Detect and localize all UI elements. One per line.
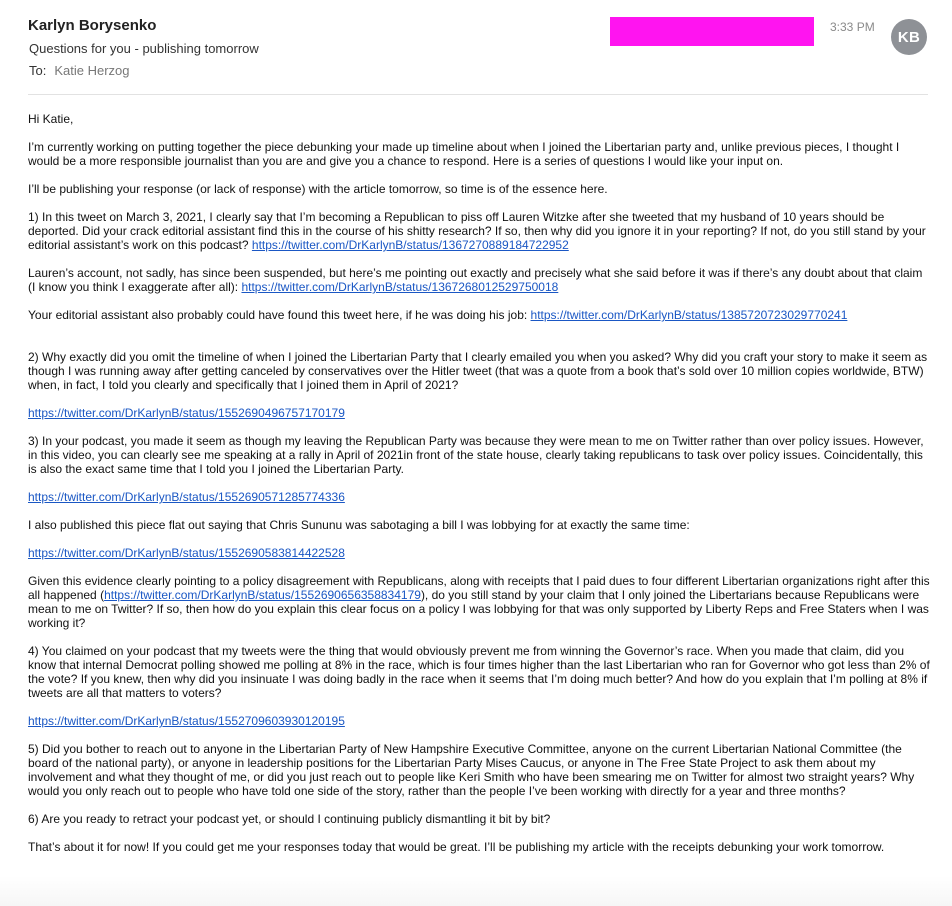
recipient-row: [29, 63, 130, 78]
paragraph-lauren-link[interactable]: https://twitter.com/DrKarlynB/status/1367268012529750018: [241, 280, 559, 294]
question-3: 3) In your podcast, you made it seem as though my leaving the Republican Party was because they were mean to me on Twitter rather than over policy issues. However, in this video, you can clearly see me speaking at a rally in April of 2021in front of the state house, clearly taking republicans to task over policy issues. Coincidentally, this is also the exact same time that I told you I joined the Libertarian Party.: [28, 434, 924, 476]
paragraph-sununu: I also published this piece flat out saying that Chris Sununu was sabotaging a bill I was lobbying for at exactly the same time:: [28, 518, 690, 532]
paragraph-editorial-text: Your editorial assistant also probably could have found this tweet here, if he was doing his job:: [28, 308, 531, 322]
paragraph-deadline: I’ll be publishing your response (or lack of response) with the article tomorrow, so time is of the essence here.: [28, 182, 608, 196]
question-5: 5) Did you bother to reach out to anyone in the Libertarian Party of New Hampshire Executive Committee, anyone on the current Libertarian National Committee (the board of the national party), or anyone in leadership positions for the Libertarian Party Mises Caucus, or anyone in The Free State Project to ask them about my involvement and what they thought of me, or did you just reach out to people like Keri Smith who have been smearing me on Twitter for almost two straight years? Why would you only reach out to people who have told one side of the story, rather than the people I’ve been working with directly for a year and three months?: [28, 742, 915, 798]
paragraph-lauren-text: Lauren’s account, not sadly, has since been suspended, but here’s me pointing out exactly and precisely what she said before it was if there’s any doubt about that claim (I know you think I exaggerate after all):: [28, 266, 923, 294]
paragraph-intro: I’m currently working on putting together the piece debunking your made up timeline about when I joined the Libertarian party and, unlike previous pieces, I thought I would be a more responsible journalist than you are and give you a chance to respond. Here is a series of questions I would like your input on.: [28, 140, 900, 168]
question-6: 6) Are you ready to retract your podcast yet, or should I continuing publicly dismantling it bit by bit?: [28, 812, 551, 826]
paragraph-evidence-text-b: ), do you still stand by your claim that I only joined the Libertarians because Republicans were mean to me on Twitter? If so, then how do you explain this clear focus on a policy I was lobbying for that was only supported by Liberty Reps and Free Staters when I was working it?: [28, 588, 929, 630]
question-4-link[interactable]: https://twitter.com/DrKarlynB/status/1552709603930120195: [28, 714, 345, 728]
recipient-name[interactable]: Katie Herzog: [54, 63, 130, 78]
question-1: [28, 210, 931, 252]
bottom-fade: [0, 876, 952, 906]
question-1-text: 1) In this tweet on March 3, 2021, I clearly say that I’m becoming a Republican to piss off Lauren Witzke after she tweeted that my husband of 10 years should be deported. Did your crack editorial assistant find this in the course of his shitty research? If so, then why did you ignore it in your reporting? If not, do you still stand by your editorial assistant’s work on this podcast?: [28, 210, 926, 252]
question-2-link[interactable]: https://twitter.com/DrKarlynB/status/1552690496757170179: [28, 406, 345, 420]
paragraph-evidence: [28, 574, 931, 630]
email-header: [0, 0, 952, 100]
timestamp: 3:33 PM: [830, 20, 875, 34]
paragraph-editorial: [28, 308, 931, 322]
avatar[interactable]: [891, 19, 927, 55]
paragraph-lauren: [28, 266, 931, 294]
question-2: 2) Why exactly did you omit the timeline of when I joined the Libertarian Party that I clearly emailed you when you asked? Why did you craft your story to make it seem as though I was running away after getting canceled by conservatives over the Hitler tweet (that was a quote from a book that’s sold over 10 million copies worldwide, BTW) when, in fact, I told you clearly and specifically that I joined them in April of 2021?: [28, 350, 928, 392]
paragraph-evidence-text-a: Given this evidence clearly pointing to a policy disagreement with Republicans, along with receipts that I paid dues to four different Libertarian organizations right after this all happened (: [28, 574, 930, 602]
paragraph-sununu-link-row: [28, 546, 931, 560]
question-3-link-row: [28, 490, 931, 504]
greeting: Hi Katie,: [28, 112, 74, 126]
paragraph-evidence-link[interactable]: https://twitter.com/DrKarlynB/status/1552690656358834179: [104, 588, 421, 602]
email-subject: Questions for you - publishing tomorrow: [29, 41, 259, 56]
avatar-initials: KB: [897, 28, 921, 46]
sender-name[interactable]: Karlyn Borysenko: [28, 17, 157, 34]
header-divider: [28, 94, 928, 95]
redaction-block: [610, 17, 814, 46]
question-4-link-row: [28, 714, 931, 728]
paragraph-sununu-link[interactable]: https://twitter.com/DrKarlynB/status/1552690583814422528: [28, 546, 345, 560]
question-4: 4) You claimed on your podcast that my tweets were the thing that would obviously prevent me from winning the Governor’s race. When you made that claim, did you know that internal Democrat polling showed me polling at 8% in the race, which is four times higher than the last Libertarian who ran for Governor who got less than 2% of the vote? If you knew, then why did you insinuate I was doing badly in the race when it seems that I’m doing much better? And how do you explain that I’m polling at 8% if tweets are all that matters to voters?: [28, 644, 930, 700]
to-label: To:: [29, 63, 47, 78]
paragraph-editorial-link[interactable]: https://twitter.com/DrKarlynB/status/1385720723029770241: [530, 308, 848, 322]
question-3-link[interactable]: https://twitter.com/DrKarlynB/status/1552690571285774336: [28, 490, 345, 504]
email-body: [28, 112, 931, 868]
closing: That’s about it for now! If you could get me your responses today that would be great. I’ll be publishing my article with the receipts debunking your work tomorrow.: [28, 840, 885, 854]
question-1-link[interactable]: https://twitter.com/DrKarlynB/status/1367270889184722952: [251, 238, 569, 252]
question-2-link-row: [28, 406, 931, 420]
